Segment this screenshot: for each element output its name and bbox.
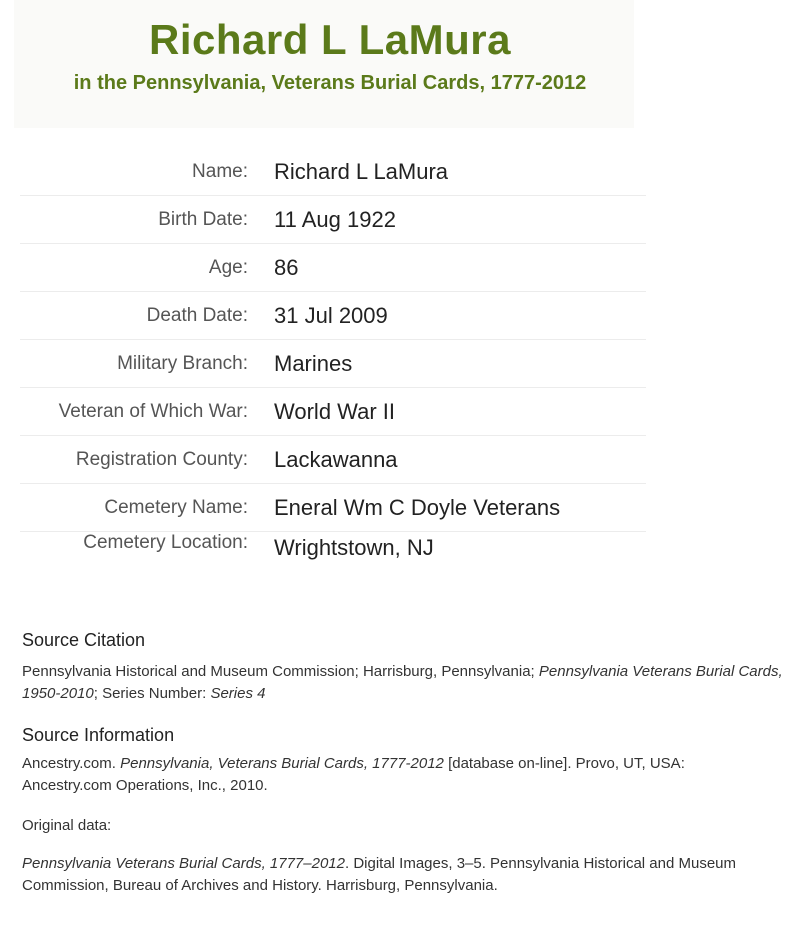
collection-subtitle: in the Pennsylvania, Veterans Burial Cards, 1777-2012	[73, 72, 587, 94]
fact-row-age	[0, 244, 800, 292]
fact-label: Birth Date:	[158, 209, 248, 230]
fact-label: Cemetery Name:	[104, 497, 248, 518]
source-citation-text: Pennsylvania Historical and Museum Commission; Harrisburg, Pennsylvania; Pennsylvania Veterans Burial Cards, 1950-2010; Series Number: Series 4	[22, 663, 783, 702]
fact-value: Eneral Wm C Doyle Veterans	[274, 495, 561, 520]
fact-row-war	[0, 388, 800, 436]
fact-row-registration-county	[0, 436, 800, 484]
fact-label: Age:	[208, 257, 248, 278]
fact-value: Marines	[274, 351, 353, 376]
source-citation-heading: Source Citation	[22, 630, 146, 650]
fact-row-cemetery-name	[0, 484, 800, 532]
fact-value: Lackawanna	[274, 447, 398, 472]
fact-row-name	[0, 148, 800, 196]
source-information-heading: Source Information	[22, 725, 175, 745]
facts-table	[0, 148, 800, 580]
fact-label: Registration County:	[75, 449, 248, 470]
record-title: Richard L LaMura	[149, 16, 511, 63]
fact-value: Wrightstown, NJ	[274, 535, 434, 560]
fact-row-death-date	[0, 292, 800, 340]
fact-label: Military Branch:	[117, 353, 248, 374]
fact-row-birth-date	[0, 196, 800, 244]
original-data-label: Original data:	[22, 817, 112, 834]
source-information-text: Ancestry.com. Pennsylvania, Veterans Burial Cards, 1777-2012 [database on-line]. Provo, UT, USA: Ancestry.com Operations, Inc., 2010.	[22, 755, 685, 794]
fact-label: Veteran of Which War:	[58, 401, 248, 422]
fact-label: Name:	[192, 161, 248, 182]
fact-value: Richard L LaMura	[274, 159, 449, 184]
fact-label: Death Date:	[146, 305, 248, 326]
fact-value: 11 Aug 1922	[274, 207, 396, 232]
fact-row-cemetery-location	[0, 532, 800, 580]
fact-label: Cemetery Location:	[83, 532, 248, 553]
fact-row-military-branch	[0, 340, 800, 388]
fact-value: World War II	[274, 399, 396, 424]
fact-value: 86	[274, 255, 299, 280]
original-data-text: Pennsylvania Veterans Burial Cards, 1777–2012. Digital Images, 3–5. Pennsylvania Historical and Museum Commission, Bureau of Archives and History. Harrisburg, Pennsylvania.	[22, 855, 737, 894]
fact-value: 31 Jul 2009	[274, 303, 388, 328]
